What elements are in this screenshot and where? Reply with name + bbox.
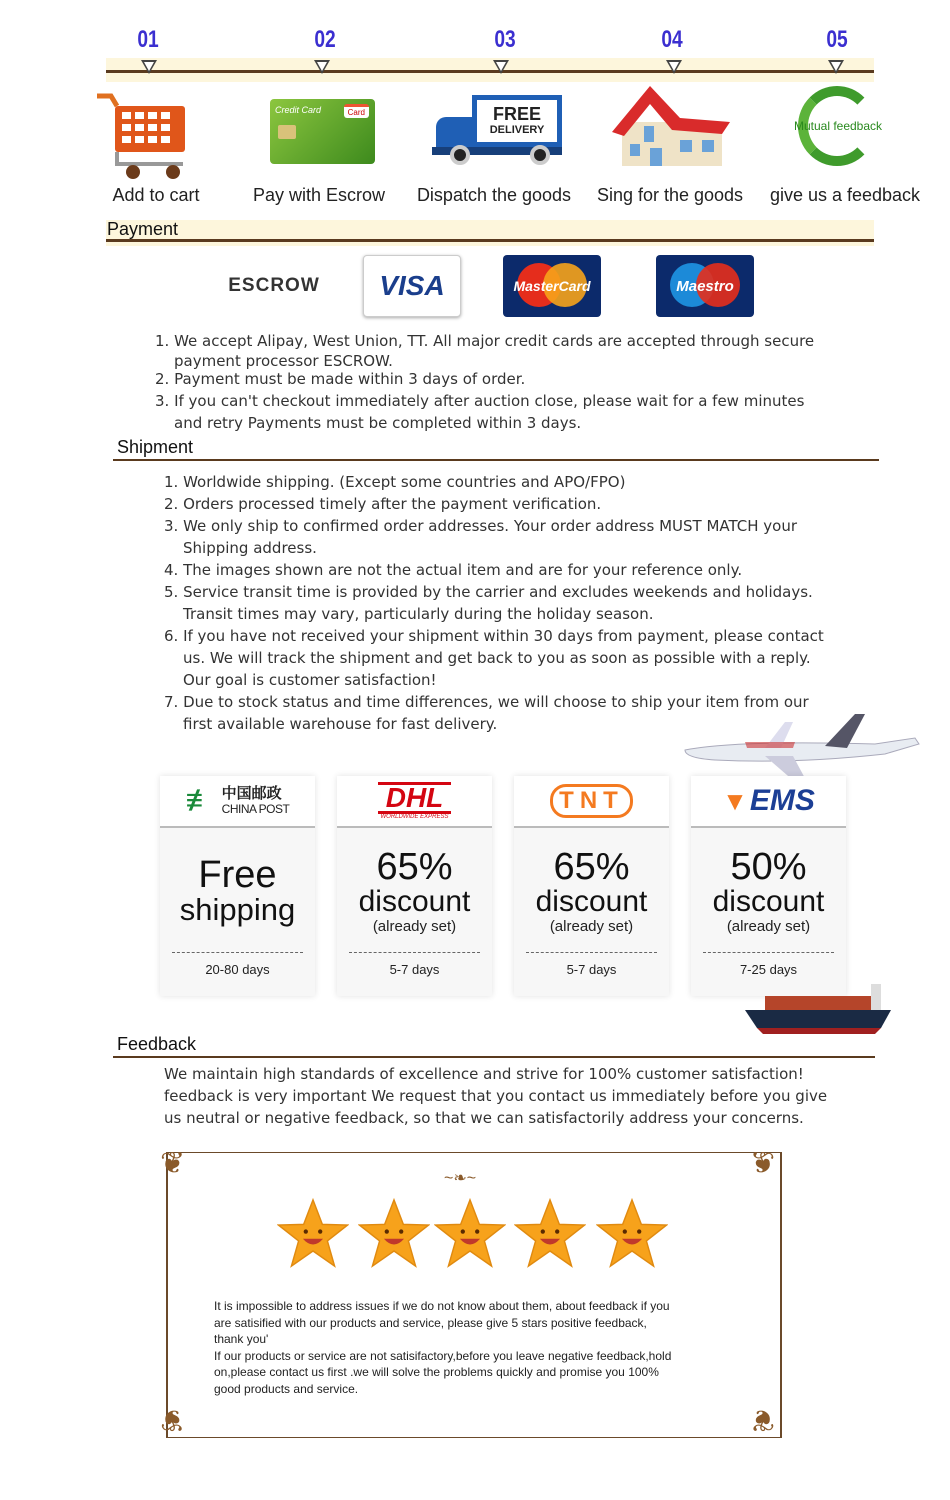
maestro-text: Maestro: [676, 277, 734, 295]
carrier-offer-sub: discount: [358, 885, 471, 918]
feedback-intro-line: We maintain high standards of excellence and strive for 100% customer satisfaction!: [164, 1065, 804, 1083]
step-number: 04: [661, 26, 683, 53]
payment-rule: [106, 239, 874, 242]
ems-stripes-icon: ▼: [722, 785, 748, 816]
carrier-offer-sub: discount: [712, 885, 825, 918]
carrier-days: 7-25 days: [739, 962, 798, 977]
china-post-logo: [160, 776, 315, 828]
mastercard-text: MasterCard: [513, 278, 591, 294]
step-label: Dispatch the goods: [416, 185, 572, 205]
shipment-list: [164, 471, 824, 735]
shipment-title: Shipment: [117, 437, 194, 457]
carrier-name: EMS: [749, 784, 815, 817]
arrow-down-icon: [493, 60, 509, 74]
star-icon: [596, 1198, 668, 1268]
feedback-intro-line: feedback is very important We request that you contact us immediately before you give: [164, 1087, 828, 1105]
feedback-intro-line: us neutral or negative feedback, so that we can satisfactorily address your concerns.: [164, 1109, 804, 1127]
carrier-offer-sub: discount: [535, 885, 648, 918]
feedback-title: Feedback: [117, 1034, 197, 1054]
payment-item: payment processor ESCROW.: [174, 352, 393, 370]
arrow-down-icon: [314, 60, 330, 74]
house-icon: [610, 82, 732, 168]
step-number: 03: [494, 26, 516, 53]
delivery-truck-icon: [432, 95, 567, 167]
shopping-cart-icon: [95, 92, 190, 182]
step-label: Pay with Escrow: [252, 185, 386, 205]
carrier-name: TNT: [550, 784, 633, 818]
star-icon: [358, 1198, 430, 1268]
visa-logo: VISA: [363, 255, 461, 317]
carrier-name: DHL: [378, 782, 452, 814]
step-label: Add to cart: [112, 185, 200, 205]
shipment-item: first available warehouse for fast delivery.: [183, 715, 498, 733]
feedback-box-line: are satisified with our products and service, please give 5 stars positive feedback,: [214, 1315, 647, 1330]
carrier-card-china-post: [160, 776, 315, 996]
shipment-item: Shipping address.: [183, 539, 317, 557]
feedback-box-line: good products and service.: [214, 1381, 359, 1396]
shipment-rule: [113, 459, 879, 461]
card-badge: Card: [344, 104, 369, 118]
truck-text: FREE: [492, 104, 541, 124]
feedback-box-text: [214, 1298, 671, 1398]
carrier-card-ems: [691, 776, 846, 996]
step-number: 02: [314, 26, 336, 53]
china-post-emblem-icon: ≢: [185, 784, 216, 817]
carrier-days: 20-80 days: [205, 962, 270, 977]
shipment-item: Transit times may vary, particularly during the holiday season.: [183, 605, 654, 623]
payment-item: 2. Payment must be made within 3 days of order.: [155, 370, 526, 388]
chip-icon: [278, 125, 296, 139]
carrier-subname: CHINA POST: [221, 801, 290, 816]
shipment-item: 4. The images shown are not the actual item and are for your reference only.: [164, 561, 743, 579]
carrier-subname: WORLDWIDE EXPRESS: [380, 814, 449, 820]
payment-list: [155, 330, 814, 434]
feedback-rule: [113, 1056, 875, 1058]
carrier-note: (already set): [726, 918, 811, 935]
step-label: give us a feedback: [769, 185, 921, 205]
airplane-icon: [675, 712, 925, 784]
shipment-item: 2. Orders processed timely after the payment verification.: [164, 495, 602, 513]
feedback-box-line: If our products or service are not satisifactory,before you leave negative feedback,hold: [214, 1348, 672, 1363]
ornament-center-icon: ~❧~: [444, 1170, 477, 1187]
arrow-down-icon: [828, 60, 844, 74]
card-text: Credit Card: [275, 105, 322, 115]
shipment-item: Our goal is customer satisfaction!: [183, 671, 437, 689]
payment-title: Payment: [107, 219, 179, 239]
ornament-corner-icon: ❦: [160, 1147, 186, 1180]
escrow-logo: ESCROW: [225, 255, 323, 317]
ornament-corner-icon: ❦: [160, 1403, 186, 1436]
step-number: 01: [137, 26, 159, 53]
star-icon: [514, 1198, 586, 1268]
step-label: Sing for the goods: [596, 185, 744, 205]
carrier-offer: 65%: [376, 846, 453, 888]
feedback-box-line: It is impossible to address issues if we do not know about them, about feedback if you: [214, 1299, 670, 1313]
steps-rule: [106, 70, 874, 73]
shipment-item: 5. Service transit time is provided by the carrier and excludes weekends and holidays.: [164, 583, 813, 601]
step-number: 05: [826, 26, 848, 53]
mastercard-logo: [503, 255, 601, 317]
payment-item: 3. If you can't checkout immediately after auction close, please wait for a few minutes: [155, 392, 805, 410]
carrier-days: 5-7 days: [389, 962, 440, 977]
carrier-note: (already set): [372, 918, 457, 935]
carrier-offer: Free: [198, 854, 277, 896]
shipment-item: us. We will track the shipment and get back to you as soon as possible with a reply.: [183, 649, 811, 667]
payment-band: [106, 220, 874, 246]
shipment-item: 3. We only ship to confirmed order addresses. Your order address MUST MATCH your: [164, 517, 798, 535]
ornament-corner-icon: ❦: [750, 1403, 776, 1436]
carrier-card-dhl: [337, 776, 492, 996]
carrier-days: 5-7 days: [566, 962, 617, 977]
truck-text: DELIVERY: [489, 124, 545, 136]
arrow-down-icon: [141, 60, 157, 74]
maestro-logo: [656, 255, 754, 317]
carrier-note: (already set): [549, 918, 634, 935]
mutual-feedback-text: Mutual feedback: [793, 119, 883, 133]
tnt-logo: [514, 776, 669, 828]
star-icon: [434, 1198, 506, 1268]
dhl-logo: [337, 776, 492, 828]
ornament-corner-icon: ❦: [750, 1147, 776, 1180]
credit-card-icon: [270, 99, 375, 164]
cargo-ship-icon: [745, 982, 895, 1052]
feedback-box-line: on,please contact us first .we will solve the problems quickly and promise you 100%: [214, 1365, 659, 1380]
shipment-item: 7. Due to stock status and time differences, we will choose to ship your item from our: [164, 693, 809, 711]
shipment-item: 1. Worldwide shipping. (Except some countries and APO/FPO): [164, 473, 626, 491]
feedback-intro: [164, 1063, 827, 1129]
feedback-box-line: thank you': [214, 1332, 269, 1347]
arrow-down-icon: [666, 60, 682, 74]
payment-item: 1. We accept Alipay, West Union, TT. All major credit cards are accepted through secure: [155, 332, 815, 350]
carrier-name: 中国邮政: [221, 784, 282, 802]
carrier-offer-sub: shipping: [179, 892, 296, 927]
star-icon: [277, 1198, 349, 1268]
shipment-item: 6. If you have not received your shipment within 30 days from payment, please contact: [164, 627, 824, 645]
ems-logo: [691, 776, 846, 828]
carrier-offer: 65%: [553, 846, 630, 888]
payment-item: and retry Payments must be completed within 3 days.: [174, 414, 582, 432]
carrier-offer: 50%: [730, 846, 807, 888]
carrier-card-tnt: [514, 776, 669, 996]
